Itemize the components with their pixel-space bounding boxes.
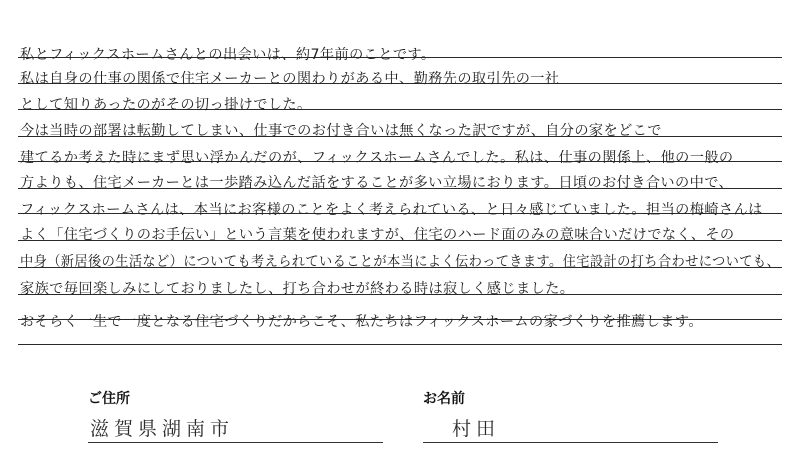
name-underline: [423, 442, 718, 443]
testimonial-line: 方よりも、住宅メーカーとは一歩踏み込んだ話をすることが多い立場におります。日頃のお付き合いの中で、: [20, 175, 734, 191]
name-value: 村田: [452, 418, 501, 440]
testimonial-line: 家族で毎回楽しみにしておりましたし、打ち合わせが終わる時は寂しく感じました。: [20, 281, 575, 297]
address-value: 滋賀県湖南市: [90, 418, 235, 440]
testimonial-line: おそらく一生で一度となる住宅づくりだからこそ、私たちはフィックスホームの家づくりを推薦します。: [20, 314, 703, 330]
testimonial-line: 建てるか考えた時にまず思い浮かんだのが、フィックスホームさんでした。私は、仕事の関係上、他の一般の: [20, 150, 734, 166]
address-label: ご住所: [88, 391, 130, 407]
testimonial-line: よく「住宅づくりのお手伝い」という言葉を使われますが、住宅のハード面のみの意味合いだけでなく、その: [20, 227, 735, 243]
testimonial-line: 私は自身の仕事の関係で住宅メーカーとの関わりがある中、勤務先の取引先の一社: [20, 71, 560, 87]
name-label: お名前: [423, 391, 465, 407]
ruled-line: [18, 344, 782, 345]
testimonial-line: 今は当時の部署は転勤してしまい、仕事でのお付き合いは無くなった訳ですが、自分の家をどこで: [20, 123, 662, 139]
address-underline: [88, 442, 383, 443]
testimonial-line: 私とフィックスホームさんとの出会いは、約7年前のことです。: [20, 47, 436, 63]
testimonial-line: として知りあったのがその切っ掛けでした。: [20, 97, 312, 113]
testimonial-line: 中身（新居後の生活など）についても考えられていることが本当によく伝わってきます。住宅設計の打ち合わせについても、: [20, 254, 781, 270]
testimonial-line: フィックスホームさんは、本当にお客様のことをよく考えられている、と日々感じていました。担当の梅崎さんは: [20, 202, 763, 218]
